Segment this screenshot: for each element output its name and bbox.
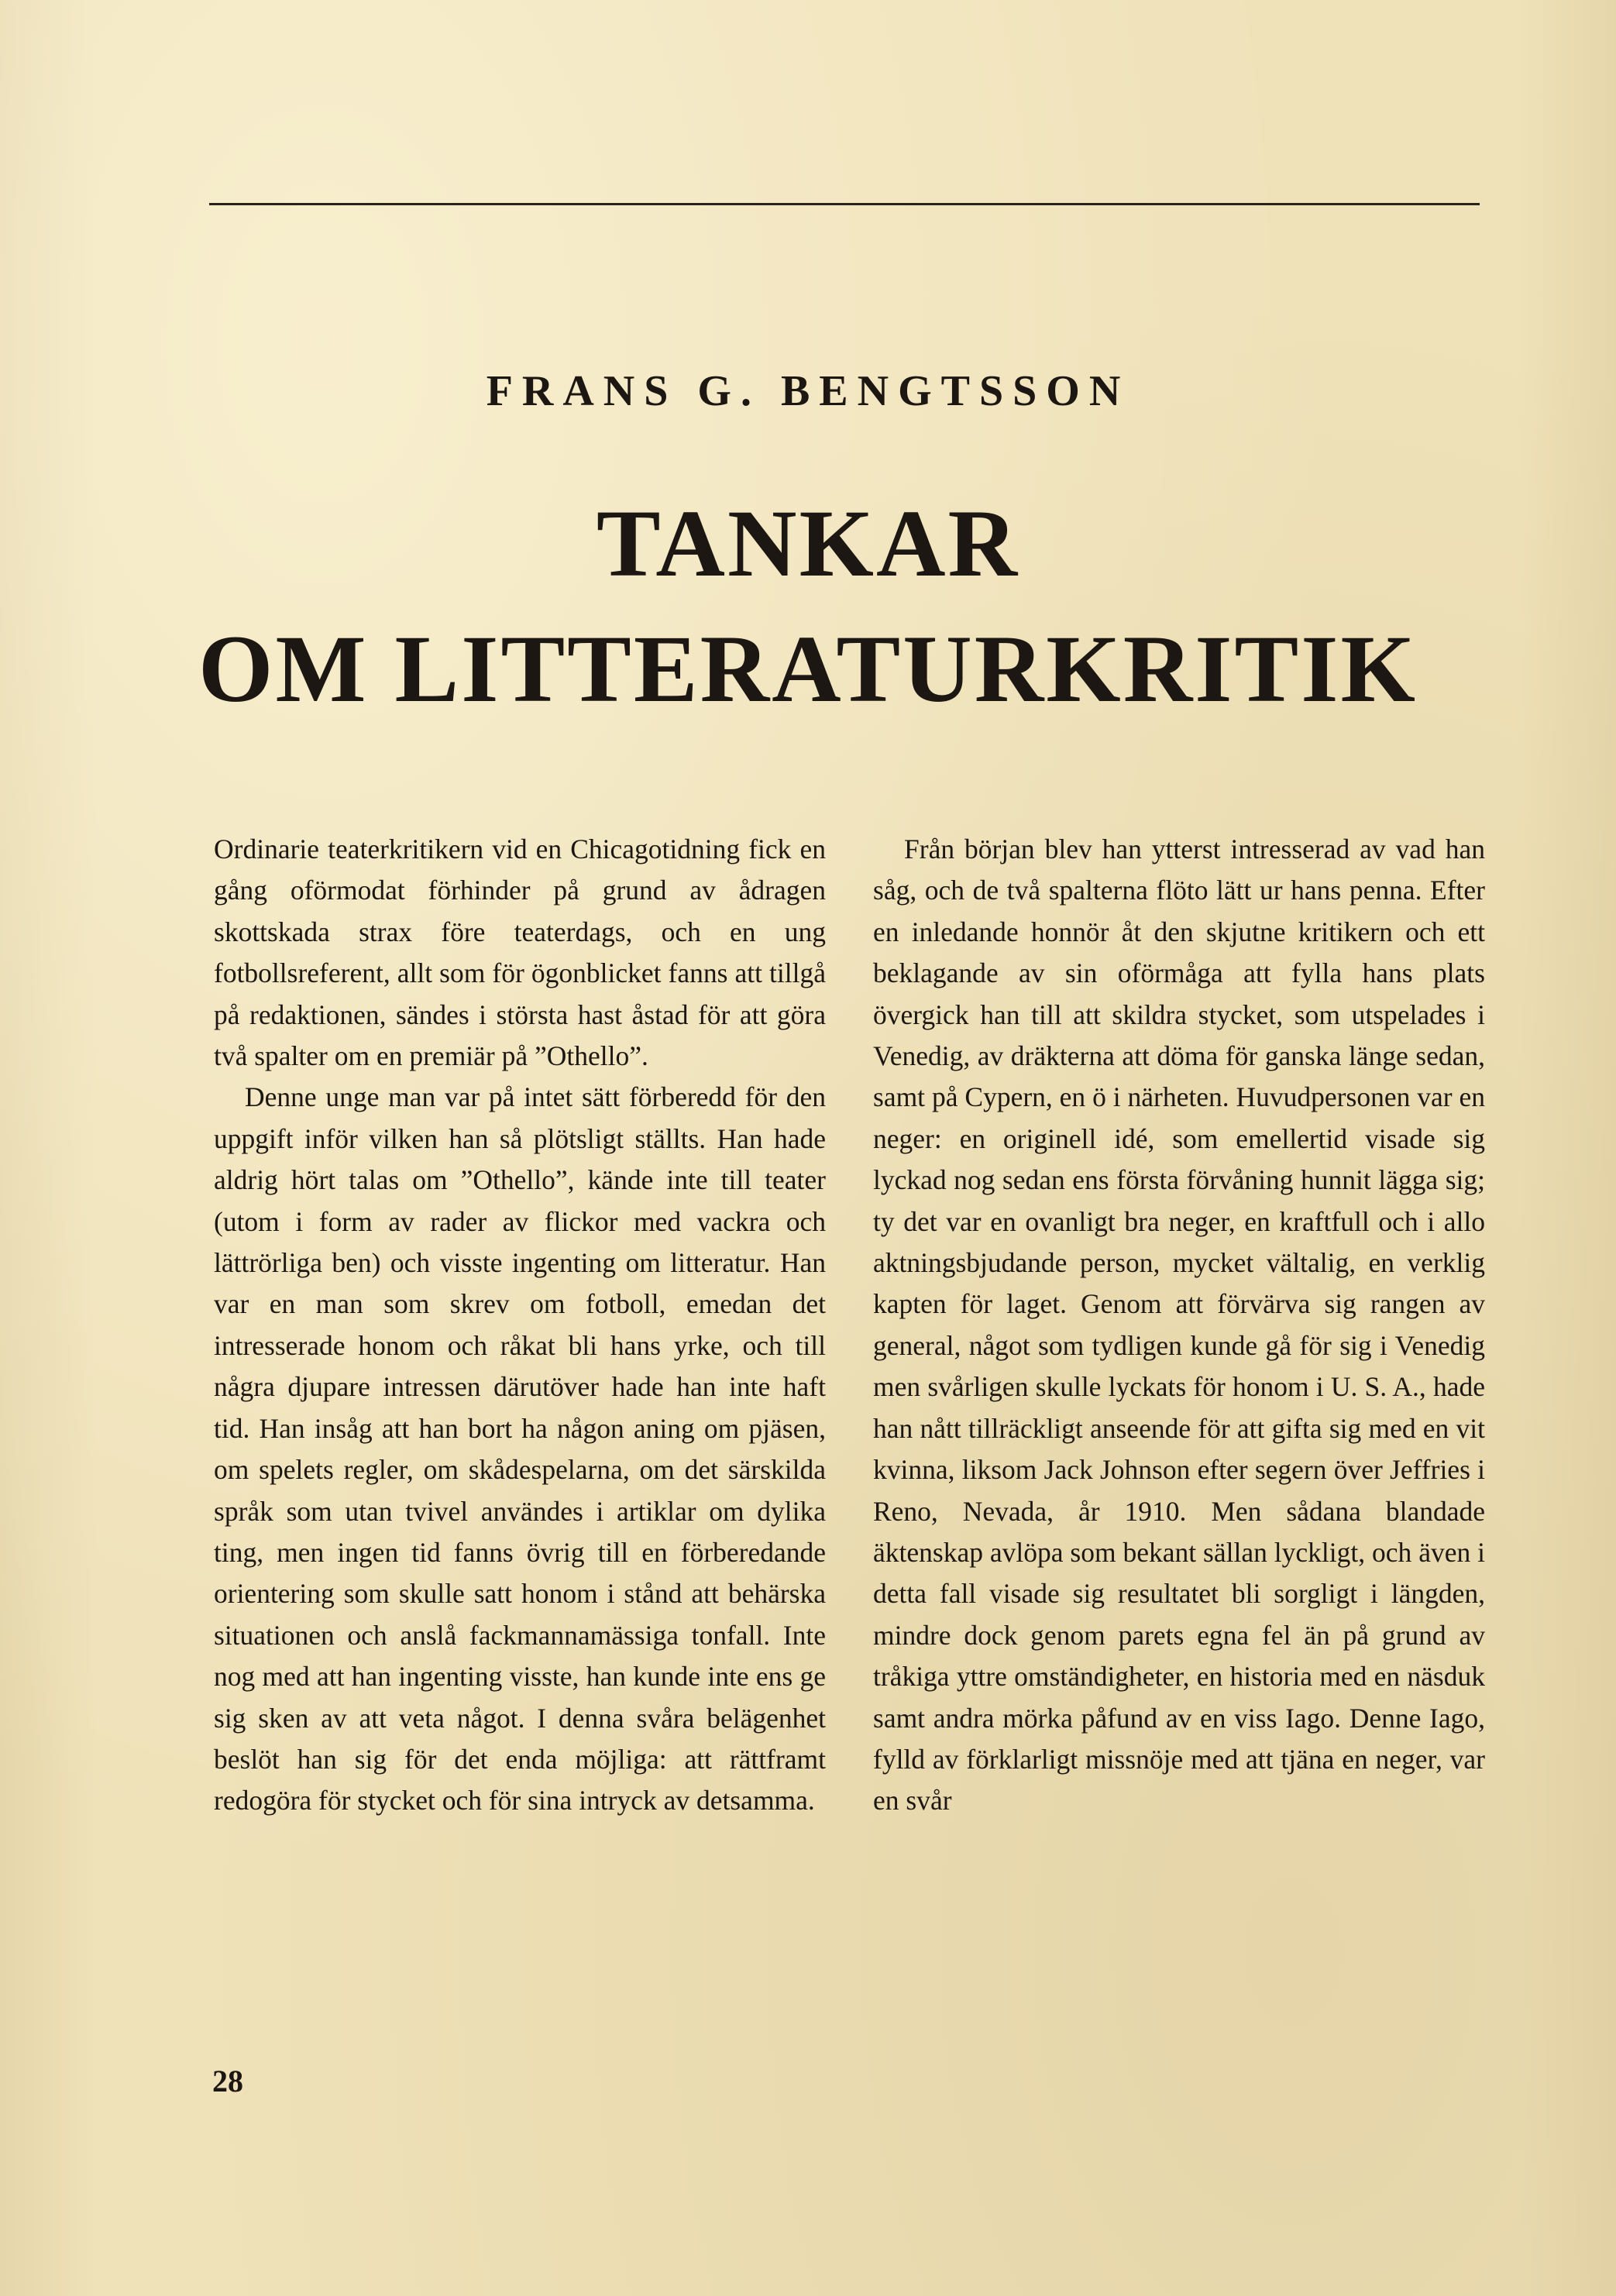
top-rule	[209, 203, 1480, 205]
left-paragraph-1: Ordinarie teaterkritikern vid en Chicagotidning fick en gång oförmodat förhinder på grund av ådragen skottskada strax före teaterdags, och en ung fotbollsreferent, allt som för ögonblicket fanns att tillgå på redaktionen, sändes i största hast åstad för att göra två spalter om en premiär på ”Othello”.	[214, 834, 826, 1072]
left-column	[214, 829, 826, 1822]
author-name: FRANS G. BENGTSSON	[486, 367, 1130, 415]
right-column	[873, 829, 1485, 1822]
article-title-line-1: TANKAR	[596, 490, 1020, 596]
page-number: 28	[212, 2064, 243, 2098]
left-paragraph-2: Denne unge man var på intet sätt förberedd för den uppgift inför vilken han så plötsligt ställts. Han hade aldrig hört talas om ”Othello”, kände inte till teater (utom i form av rader av flickor med vackra och lättrörliga ben) och visste ingenting om litteratur. Han var en man som skrev om fotboll, emedan det intresserade honom och råkat bli hans yrke, och till några djupare intressen därutöver hade han inte haft tid. Han insåg att han bort ha någon aning om pjäsen, om spelets regler, om skådespelarna, om det särskilda språk som utan tvivel användes i artiklar om dylika ting, men ingen tid fanns övrig till en förberedande orientering som skulle satt honom i stånd att behärska situationen och anslå fackmannamässiga tonfall. Inte nog med att han ingenting visste, han kunde inte ens ge sig sken av att veta något. I denna svåra belägenhet beslöt han sig för det enda möjliga: att rättframt redogöra för stycket och för sina intryck av detsamma.	[214, 1081, 826, 1817]
right-paragraph-1: Från början blev han ytterst intresserad av vad han såg, och de två spalterna flöto lätt ur hans penna. Efter en inledande honnör åt den skjutne kritikern och ett beklagande av sin oförmåga att fylla hans plats övergick han till att skildra stycket, som utspelades i Venedig, av dräkterna att döma för ganska länge sedan, samt på Cypern, en ö i närheten. Huvudpersonen var en neger: en originell idé, som emellertid visade sig lyckad nog sedan ens första förvåning hunnit lägga sig; ty det var en ovanligt bra neger, en kraftfull och i allo aktningsbjudande person, mycket vältalig, en verklig kapten för laget. Genom att förvärva sig rangen av general, något som tydligen kunde gå för sig i Venedig men svårligen skulle lyckats för honom i U. S. A., hade han nått tillräckligt anseende för att gifta sig med en vit kvinna, liksom Jack Johnson efter segern över Jeffries i Reno, Nevada, år 1910. Men sådana blandade äktenskap avlöpa som bekant sällan lyckligt, och även i detta fall visade sig resultatet bli sorgligt i längden, mindre dock genom parets egna fel än på grund av tråkiga yttre omständigheter, en historia med en näsduk samt andra mörka påfund av en viss Iago. Denne Iago, fylld av förklarligt missnöje med att tjäna en neger, var en svår	[873, 834, 1485, 1817]
article-title-line-2: OM LITTERATURKRITIK	[198, 616, 1418, 722]
